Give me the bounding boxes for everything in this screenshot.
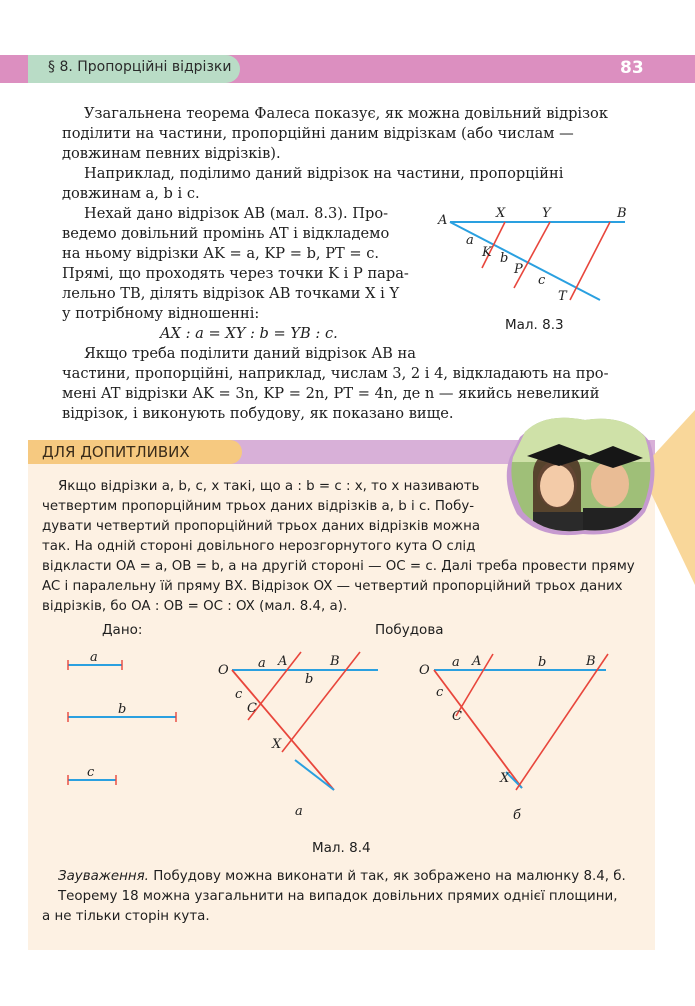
text-line: частини, пропорційні, наприклад, числам 3, 2 і 4, відкладають на про-: [62, 365, 609, 382]
fig-a-label-c: C: [247, 701, 257, 716]
fig-a-label-a: A: [278, 654, 288, 669]
page-number: 83: [620, 58, 644, 78]
section-title: § 8. Пропорційні відрізки: [48, 59, 232, 75]
fig-a-label-b: B: [330, 654, 340, 669]
text-line: відрізок, і виконують побудову, як показано вище.: [62, 405, 454, 422]
text-line: Теорему 18 можна узагальнити на випадок довільних прямих однієї площини,: [58, 889, 618, 904]
fig-a-label-b-seg: b: [305, 672, 314, 687]
label-c-seg: c: [538, 273, 546, 288]
fig-a-label-c-seg: c: [235, 687, 243, 702]
figure-8-4-b: [410, 650, 610, 825]
segment-b-label: b: [118, 702, 127, 717]
fig-b-label-a: A: [472, 654, 482, 669]
fig-a-label-o: O: [218, 663, 229, 678]
fig-a-label-a-seg: a: [258, 656, 266, 671]
segment-a-label: a: [90, 650, 98, 665]
fig-b-label-o: O: [419, 663, 430, 678]
text-line: Прямі, що проходять через точки K і P пара-: [62, 265, 409, 282]
curious-box-title: ДЛЯ ДОПИТЛИВИХ: [42, 443, 190, 461]
construction-label: Побудова: [375, 622, 444, 638]
text-line: лельно TB, ділять відрізок AB точками X і Y: [62, 285, 400, 302]
text-line: четвертим пропорційним трьох даних відрізків a, b і c. Побу-: [42, 499, 475, 514]
text-line: а не тільки сторін кута.: [42, 909, 210, 924]
label-p: P: [514, 262, 523, 277]
text-line: відкласти OA = a, OB = b, а на другій стороні — OC = c. Далі треба провести пряму: [42, 559, 635, 574]
label-b-seg: b: [500, 251, 509, 266]
text-line: ведемо довільний промінь AT і відкладемо: [62, 225, 390, 242]
label-k: K: [482, 245, 492, 260]
text-line: Нехай дано відрізок AB (мал. 8.3). Про-: [84, 205, 389, 222]
label-a-point: A: [438, 213, 448, 228]
fig-b-label-x: X: [500, 771, 510, 786]
text-line: AC і паралельну їй пряму BX. Відрізок OX — четвертий пропорційний трьох даних: [42, 579, 623, 594]
line-bx: [516, 654, 608, 790]
label-a-seg: a: [466, 233, 474, 248]
text-line: Якщо відрізки a, b, c, x такі, що a : b = c : x, то x називають: [58, 479, 480, 494]
text-line: дувати четвертий пропорційний трьох даних відрізків можна: [42, 519, 481, 534]
text-line: довжинам певних відрізків).: [62, 145, 281, 162]
given-segments: [60, 650, 190, 790]
fig-b-label-c-seg: c: [436, 685, 444, 700]
line-tb: [570, 222, 610, 300]
ray-oc: [232, 670, 334, 790]
text-line: поділити на частини, пропорційні даним відрізкам (або числам —: [62, 125, 574, 142]
label-b-point: B: [617, 206, 627, 221]
text-line: відрізків, бо OA : OB = OC : OX (мал. 8.4, а).: [42, 599, 348, 614]
fig-b-label-c: C: [452, 709, 462, 724]
figure-8-4-a: [210, 650, 390, 825]
remark-label: Зауваження.: [58, 869, 149, 884]
label-y: Y: [542, 206, 551, 221]
text-line: довжинам a, b і c.: [62, 185, 200, 202]
text-line: на ньому відрізки AK = a, KP = b, PT = c.: [62, 245, 380, 262]
text-line: Узагальнена теорема Фалеса показує, як можна довільний відрізок: [84, 105, 608, 122]
text-line: Наприклад, поділимо даний відрізок на частини, пропорційні: [84, 165, 564, 182]
label-t: T: [558, 289, 567, 304]
line-bx: [282, 652, 360, 752]
text-line: у потрібному відношенні:: [62, 305, 260, 322]
text-line: мені AT відрізки AK = 3n, KP = 2n, PT = 4n, де n — якийсь невеликий: [62, 385, 600, 402]
figure-8-4-caption: Мал. 8.4: [312, 840, 371, 856]
fig-a-sub-label: а: [295, 804, 303, 819]
remark-text: Побудову можна виконати й так, як зображено на малюнку 8.4, б.: [148, 869, 626, 884]
label-x: X: [496, 206, 506, 221]
segment-c-label: c: [87, 765, 95, 780]
given-label: Дано:: [102, 622, 143, 638]
fig-b-sub-label: б: [513, 808, 521, 823]
text-line: Якщо треба поділити даний відрізок AB на: [84, 345, 416, 362]
remark-line: [58, 867, 626, 887]
text-line: так. На одній стороні довільного нерозгорнутого кута O слід: [42, 539, 476, 554]
proportion-formula: AX : a = XY : b = YB : c.: [160, 325, 338, 342]
fig-b-label-a-seg: a: [452, 655, 460, 670]
fig-b-label-b: B: [586, 654, 596, 669]
fig-a-label-x: X: [272, 737, 282, 752]
figure-8-3-caption: Мал. 8.3: [505, 317, 564, 333]
students-photo: [505, 412, 655, 537]
fig-b-label-b-seg: b: [538, 655, 547, 670]
